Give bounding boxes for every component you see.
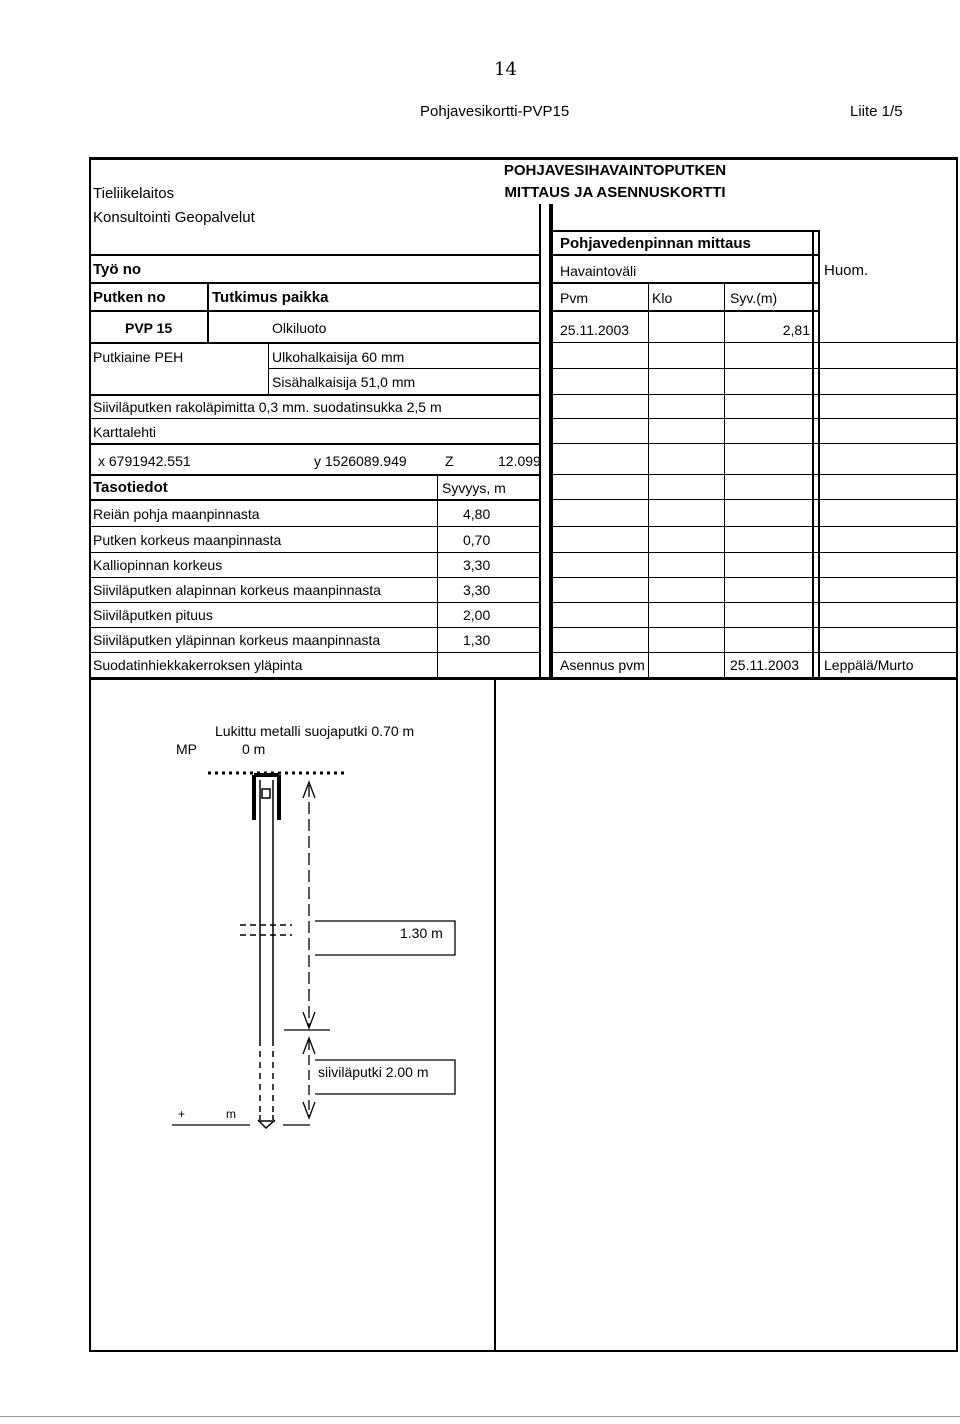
casing-label: Lukittu metalli suojaputki 0.70 m xyxy=(215,723,415,739)
install-date-label: Asennus pvm xyxy=(560,657,645,673)
appendix-label: Liite 1/5 xyxy=(850,103,903,120)
page-number: 14 xyxy=(494,59,517,80)
mp-label: MP xyxy=(176,741,197,757)
levels-header: Tasotiedot xyxy=(93,479,168,496)
measurement-header: Pohjavedenpinnan mittaus xyxy=(560,235,751,252)
pipe-number: PVP 15 xyxy=(125,320,173,336)
level-row-value: 2,00 xyxy=(463,607,491,623)
col-depth-header: Syv.(m) xyxy=(730,290,778,306)
depth-header: Syvyys, m xyxy=(442,480,506,496)
screen-dimension-label: siiviläputki 2.00 m xyxy=(318,1064,429,1080)
remarks-label: Huom. xyxy=(824,262,869,279)
map-sheet-label: Karttalehti xyxy=(93,424,157,440)
level-row-value: 4,80 xyxy=(463,506,491,522)
install-date: 25.11.2003 xyxy=(730,657,800,673)
measurement-depth: 2,81 xyxy=(782,322,810,338)
site-label: Tutkimus paikka xyxy=(212,289,329,306)
pipe-material: Putkiaine PEH xyxy=(93,349,184,365)
screen-info: Siiviläputken rakoläpimitta 0,3 mm. suodatinsukka 2,5 m xyxy=(93,399,442,415)
level-row-label: Siiviläputken alapinnan korkeus maanpinnasta xyxy=(93,582,381,598)
level-row-label: Siiviläputken pituus xyxy=(93,607,213,623)
installer-name: Leppälä/Murto xyxy=(824,657,914,673)
card-title-line2: MITTAUS JA ASENNUSKORTTI xyxy=(504,184,726,201)
top-dimension-label: 1.30 m xyxy=(400,925,443,941)
level-row-label: Reiän pohja maanpinnasta xyxy=(93,506,260,522)
card-title-line1: POHJAVESIHAVAINTOPUTKEN xyxy=(503,162,727,179)
coordinate-z-label: Z xyxy=(445,453,454,469)
inner-diameter: Sisähalkaisija 51,0 mm xyxy=(272,374,416,390)
organization-name: Tieliikelaitos xyxy=(93,185,175,202)
col-time-header: Klo xyxy=(652,290,673,306)
outer-diameter: Ulkohalkaisija 60 mm xyxy=(272,349,405,365)
level-row-value: 0,70 xyxy=(463,532,491,548)
pipe-number-label: Putken no xyxy=(93,289,166,306)
bottom-rule xyxy=(0,1416,960,1417)
coordinate-z: 12.099 xyxy=(498,453,541,469)
site-name: Olkiluoto xyxy=(272,320,327,336)
level-row-label: Suodatinhiekkakerroksen yläpinta xyxy=(93,657,303,673)
level-row-label: Putken korkeus maanpinnasta xyxy=(93,532,282,548)
level-row-label: Siiviläputken yläpinnan korkeus maanpinnasta xyxy=(93,632,381,648)
plus-label: + xyxy=(178,1107,186,1121)
col-date-header: Pvm xyxy=(560,290,588,306)
level-row-label: Kalliopinnan korkeus xyxy=(93,557,223,573)
zero-level-label: 0 m xyxy=(242,741,266,757)
interval-label: Havaintoväli xyxy=(560,263,637,279)
measurement-date: 25.11.2003 xyxy=(560,322,630,338)
level-row-value: 1,30 xyxy=(463,632,491,648)
m-label: m xyxy=(226,1107,236,1121)
document-title: Pohjavesikortti-PVP15 xyxy=(420,103,570,120)
department-name: Konsultointi Geopalvelut xyxy=(93,209,255,226)
level-row-value: 3,30 xyxy=(463,582,491,598)
coordinate-y: y 1526089.949 xyxy=(314,453,407,469)
work-number-label: Työ no xyxy=(93,261,142,278)
level-row-value: 3,30 xyxy=(463,557,491,573)
coordinate-x: x 6791942.551 xyxy=(98,453,191,469)
